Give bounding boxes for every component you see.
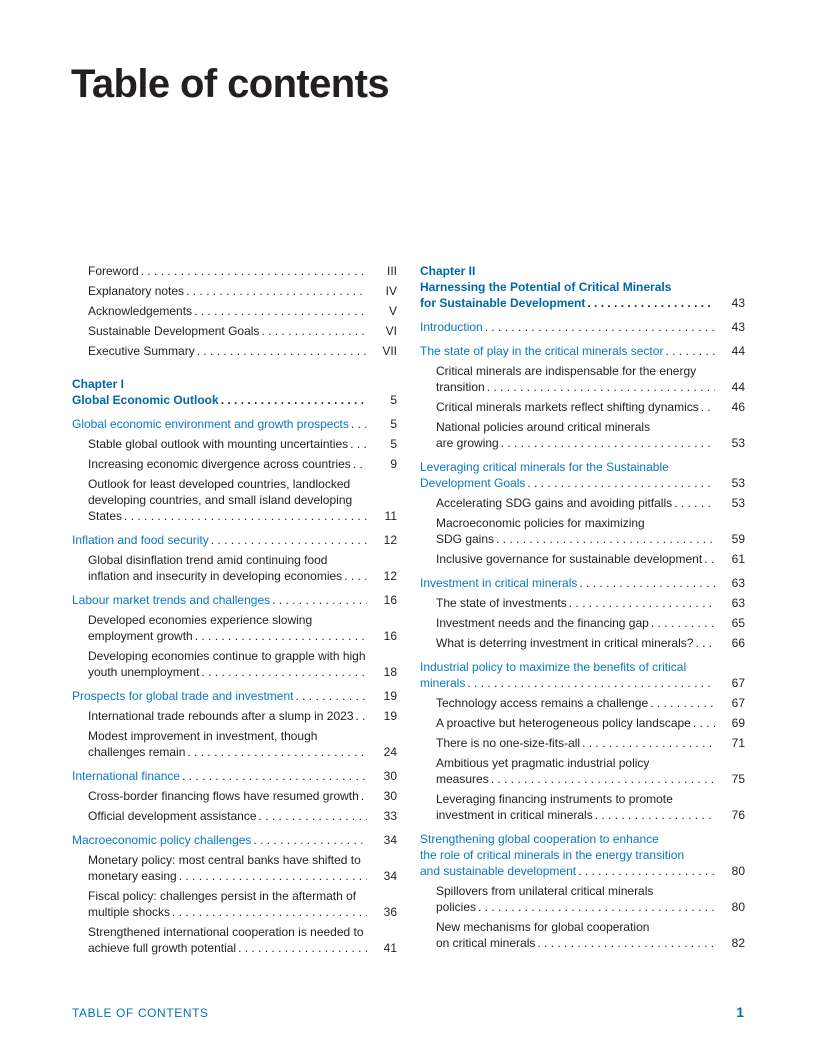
toc-right-column — [420, 263, 745, 955]
entry-title-line: New mechanisms for global cooperation — [436, 920, 650, 934]
dot-leader — [478, 899, 715, 915]
dot-leader — [693, 715, 715, 731]
entry-page-number: 69 — [731, 716, 745, 730]
entry-title-line: Investment in critical minerals — [420, 576, 578, 590]
dot-leader — [527, 475, 715, 491]
entry-title-line: measures — [436, 772, 489, 786]
toc-entry[interactable] — [72, 263, 397, 279]
entry-page-number: 44 — [731, 380, 745, 394]
toc-entry[interactable] — [420, 695, 745, 711]
toc-entry[interactable] — [420, 755, 745, 787]
entry-page-number: 63 — [731, 576, 745, 590]
dot-leader — [569, 595, 715, 611]
toc-entry[interactable] — [72, 303, 397, 319]
entry-page-number: 43 — [731, 296, 745, 310]
toc-entry[interactable] — [420, 595, 745, 611]
dot-leader — [350, 436, 367, 452]
entry-title-line: Cross-border financing flows have resumed growth — [88, 789, 359, 803]
entry-title-line: International trade rebounds after a slump in 2023 — [88, 709, 354, 723]
entry-title-line: Strengthening global cooperation to enhance — [420, 832, 659, 846]
entry-page-number: 63 — [731, 596, 745, 610]
toc-entry[interactable] — [72, 436, 397, 452]
entry-title-line: The state of investments — [436, 596, 567, 610]
entry-title-line: Acknowledgements — [88, 304, 193, 318]
entry-page-number: 19 — [383, 709, 397, 723]
entry-title-line: achieve full growth potential — [88, 941, 237, 955]
entry-title-line: on critical minerals — [436, 936, 536, 950]
entry-title-line: Foreword — [88, 264, 139, 278]
dot-leader — [182, 768, 367, 784]
entry-title-line: Official development assistance — [88, 809, 257, 823]
dot-leader — [356, 708, 367, 724]
entry-title-line: Critical minerals markets reflect shifting dynamics — [436, 400, 699, 414]
entry-title-line: Technology access remains a challenge — [436, 696, 649, 710]
entry-title-line: Inclusive governance for sustainable development — [436, 552, 703, 566]
toc-entry[interactable] — [72, 456, 397, 472]
entry-title-line: Ambitious yet pragmatic industrial policy — [436, 756, 650, 770]
entry-page-number: 5 — [390, 437, 397, 451]
footer-page-number: 1 — [736, 1004, 744, 1020]
toc-entry[interactable] — [72, 532, 397, 548]
toc-entry[interactable] — [72, 552, 397, 584]
entry-page-number: 33 — [383, 809, 397, 823]
entry-page-number: 76 — [731, 808, 745, 822]
entry-title-line: International finance — [72, 769, 181, 783]
dot-leader — [487, 379, 715, 395]
entry-title-line: Developed economies experience slowing — [88, 613, 313, 627]
toc-entry[interactable] — [420, 715, 745, 731]
dot-leader — [650, 695, 715, 711]
entry-page-number: 65 — [731, 616, 745, 630]
entry-title-line: monetary easing — [88, 869, 177, 883]
entry-title-line: Modest improvement in investment, though — [88, 729, 318, 743]
toc-entry[interactable] — [420, 459, 745, 491]
entry-page-number: 41 — [383, 941, 397, 955]
entry-page-number: 80 — [731, 864, 745, 878]
entry-title-line: and sustainable development — [420, 864, 577, 878]
entry-title-line: There is no one-size-fits-all — [436, 736, 581, 750]
toc-left-column — [72, 263, 397, 960]
dot-leader — [141, 263, 367, 279]
entry-title-line: The state of play in the critical minerals sector — [420, 344, 664, 358]
toc-entry[interactable] — [72, 728, 397, 760]
entry-title-line: challenges remain — [88, 745, 186, 759]
entry-title-line: Critical minerals are indispensable for the energy — [436, 364, 697, 378]
toc-entry[interactable] — [420, 515, 745, 547]
dot-leader — [195, 628, 367, 644]
toc-entry[interactable] — [72, 888, 397, 920]
dot-leader — [261, 323, 367, 339]
entry-page-number: 71 — [731, 736, 745, 750]
dot-leader — [259, 808, 367, 824]
entry-title-line: the role of critical minerals in the energy transition — [420, 848, 685, 862]
entry-title-line: Global Economic Outlook — [72, 393, 219, 407]
entry-page-number: 75 — [731, 772, 745, 786]
entry-page-number: 46 — [731, 400, 745, 414]
dot-leader — [537, 935, 715, 951]
dot-leader — [704, 551, 715, 567]
entry-title-line: Harnessing the Potential of Critical Minerals — [420, 280, 672, 294]
entry-title-line: Inflation and food security — [72, 533, 209, 547]
entry-title-line: Leveraging critical minerals for the Sustainable — [420, 460, 669, 474]
entry-page-number: 12 — [383, 533, 397, 547]
entry-title-line: Investment needs and the financing gap — [436, 616, 649, 630]
dot-leader — [295, 688, 367, 704]
dot-leader — [272, 592, 367, 608]
toc-entry[interactable] — [72, 924, 397, 956]
entry-page-number: 53 — [731, 436, 745, 450]
dot-leader — [197, 343, 367, 359]
dot-leader — [501, 435, 715, 451]
dot-leader — [695, 635, 715, 651]
entry-title-line: Introduction — [420, 320, 483, 334]
toc-entry[interactable] — [420, 919, 745, 951]
toc-entry[interactable] — [420, 319, 745, 335]
toc-entry[interactable] — [420, 831, 745, 879]
dot-leader — [579, 575, 715, 591]
dot-leader — [701, 399, 715, 415]
toc-entry[interactable] — [420, 399, 745, 415]
entry-title-line: Monetary policy: most central banks have shifted to — [88, 853, 361, 867]
entry-page-number: 80 — [731, 900, 745, 914]
entry-title-line: investment in critical minerals — [436, 808, 593, 822]
entry-page-number: 5 — [390, 417, 397, 431]
entry-page-number: 34 — [383, 833, 397, 847]
dot-leader — [211, 532, 367, 548]
entry-title-line: Global economic environment and growth prospects — [72, 417, 349, 431]
entry-title-line: are growing — [436, 436, 499, 450]
dot-leader — [186, 283, 367, 299]
dot-leader — [578, 863, 715, 879]
entry-title-line: Fiscal policy: challenges persist in the aftermath of — [88, 889, 357, 903]
entry-page-number: 30 — [383, 769, 397, 783]
entry-page-number: 36 — [383, 905, 397, 919]
toc-entry[interactable] — [420, 635, 745, 651]
entry-page-number: 44 — [731, 344, 745, 358]
toc-entry[interactable] — [420, 343, 745, 359]
toc-entry[interactable] — [72, 592, 397, 608]
entry-page-number: 12 — [383, 569, 397, 583]
entry-page-number: 61 — [731, 552, 745, 566]
entry-title-line: policies — [436, 900, 477, 914]
dot-leader — [353, 456, 367, 472]
entry-title-line: Executive Summary — [88, 344, 195, 358]
entry-title-line: for Sustainable Development — [420, 296, 586, 310]
entry-title-line: inflation and insecurity in developing economies — [88, 569, 343, 583]
entry-title-line: employment growth — [88, 629, 193, 643]
entry-title-line: States — [88, 509, 123, 523]
footer-label: TABLE OF CONTENTS — [72, 1006, 209, 1020]
dot-leader — [194, 303, 367, 319]
toc-entry[interactable] — [420, 791, 745, 823]
toc-entry[interactable] — [420, 495, 745, 511]
toc-entry[interactable] — [72, 416, 397, 432]
dot-leader — [467, 675, 715, 691]
toc-entry[interactable] — [72, 283, 397, 299]
toc-entry[interactable] — [420, 551, 745, 567]
dot-leader — [587, 295, 715, 311]
entry-title-line: transition — [436, 380, 485, 394]
toc-entry[interactable] — [72, 476, 397, 524]
toc-entry[interactable] — [72, 832, 397, 848]
chapter-label: Chapter I — [72, 377, 125, 391]
entry-page-number: 5 — [390, 393, 397, 407]
entry-page-number: VI — [385, 324, 397, 338]
toc-entry[interactable] — [420, 419, 745, 451]
entry-title-line: minerals — [420, 676, 466, 690]
dot-leader — [253, 832, 367, 848]
entry-title-line: Macroeconomic policy challenges — [72, 833, 252, 847]
entry-title-line: Increasing economic divergence across countries — [88, 457, 351, 471]
entry-title-line: Accelerating SDG gains and avoiding pitfalls — [436, 496, 673, 510]
entry-title-line: Spillovers from unilateral critical minerals — [436, 884, 654, 898]
toc-entry[interactable] — [420, 575, 745, 591]
entry-page-number: 16 — [383, 593, 397, 607]
entry-page-number: 16 — [383, 629, 397, 643]
dot-leader — [491, 771, 715, 787]
toc-entry[interactable] — [72, 376, 397, 408]
toc-entry[interactable] — [72, 708, 397, 724]
toc-entry[interactable] — [72, 808, 397, 824]
dot-leader — [485, 319, 715, 335]
dot-leader — [665, 343, 715, 359]
entry-page-number: 53 — [731, 496, 745, 510]
dot-leader — [124, 508, 367, 524]
entry-page-number: 67 — [731, 696, 745, 710]
entry-title-line: Industrial policy to maximize the benefits of critical — [420, 660, 687, 674]
entry-title-line: Stable global outlook with mounting uncertainties — [88, 437, 349, 451]
entry-title-line: youth unemployment — [88, 665, 200, 679]
dot-leader — [221, 392, 367, 408]
entry-page-number: 30 — [383, 789, 397, 803]
dot-leader — [582, 735, 715, 751]
entry-title-line: Outlook for least developed countries, landlocked — [88, 477, 351, 491]
entry-page-number: 82 — [731, 936, 745, 950]
toc-entry[interactable] — [420, 735, 745, 751]
toc-entry[interactable] — [420, 659, 745, 691]
entry-page-number: 18 — [383, 665, 397, 679]
toc-entry[interactable] — [72, 768, 397, 784]
toc-entry[interactable] — [420, 615, 745, 631]
toc-entry[interactable] — [420, 263, 745, 311]
entry-title-line: Labour market trends and challenges — [72, 593, 271, 607]
toc-entry[interactable] — [420, 363, 745, 395]
entry-page-number: IV — [385, 284, 397, 298]
entry-page-number: 59 — [731, 532, 745, 546]
dot-leader — [187, 744, 367, 760]
entry-page-number: 66 — [731, 636, 745, 650]
entry-page-number: 9 — [390, 457, 397, 471]
dot-leader — [344, 568, 367, 584]
dot-leader — [674, 495, 715, 511]
entry-title-line: National policies around critical minerals — [436, 420, 651, 434]
entry-title-line: Strengthened international cooperation is needed to — [88, 925, 364, 939]
dot-leader — [496, 531, 715, 547]
entry-title-line: Leveraging financing instruments to promote — [436, 792, 673, 806]
dot-leader — [172, 904, 367, 920]
toc-entry[interactable] — [420, 883, 745, 915]
entry-title-line: Macroeconomic policies for maximizing — [436, 516, 645, 530]
toc-entry[interactable] — [72, 612, 397, 644]
toc-entry[interactable] — [72, 323, 397, 339]
entry-title-line: Sustainable Development Goals — [88, 324, 260, 338]
entry-page-number: 34 — [383, 869, 397, 883]
dot-leader — [179, 868, 367, 884]
entry-page-number: 24 — [383, 745, 397, 759]
entry-page-number: 19 — [383, 689, 397, 703]
dot-leader — [361, 788, 367, 804]
entry-page-number: V — [388, 304, 397, 318]
toc-entry[interactable] — [72, 788, 397, 804]
dot-leader — [651, 615, 715, 631]
entry-title-line: Developing economies continue to grapple with high — [88, 649, 366, 663]
toc-entry[interactable] — [72, 852, 397, 884]
entry-page-number: 53 — [731, 476, 745, 490]
entry-title-line: developing countries, and small island developing — [88, 493, 353, 507]
toc-entry[interactable] — [72, 648, 397, 680]
entry-page-number: 11 — [384, 509, 397, 523]
dot-leader — [238, 940, 367, 956]
entry-title-line: SDG gains — [436, 532, 495, 546]
entry-title-line: A proactive but heterogeneous policy landscape — [436, 716, 691, 730]
entry-page-number: 67 — [731, 676, 745, 690]
entry-page-number: VII — [382, 344, 397, 358]
page-title: Table of contents — [71, 62, 389, 106]
entry-title-line: Explanatory notes — [88, 284, 185, 298]
dot-leader — [201, 664, 367, 680]
entry-page-number: III — [386, 264, 397, 278]
entry-title-line: What is deterring investment in critical minerals? — [436, 636, 694, 650]
entry-title-line: multiple shocks — [88, 905, 171, 919]
toc-entry[interactable] — [72, 688, 397, 704]
entry-title-line: Global disinflation trend amid continuing food — [88, 553, 328, 567]
toc-entry[interactable] — [72, 343, 397, 359]
dot-leader — [351, 416, 367, 432]
dot-leader — [595, 807, 715, 823]
entry-title-line: Development Goals — [420, 476, 526, 490]
entry-page-number: 43 — [731, 320, 745, 334]
entry-title-line: Prospects for global trade and investment — [72, 689, 294, 703]
chapter-label: Chapter II — [420, 264, 476, 278]
